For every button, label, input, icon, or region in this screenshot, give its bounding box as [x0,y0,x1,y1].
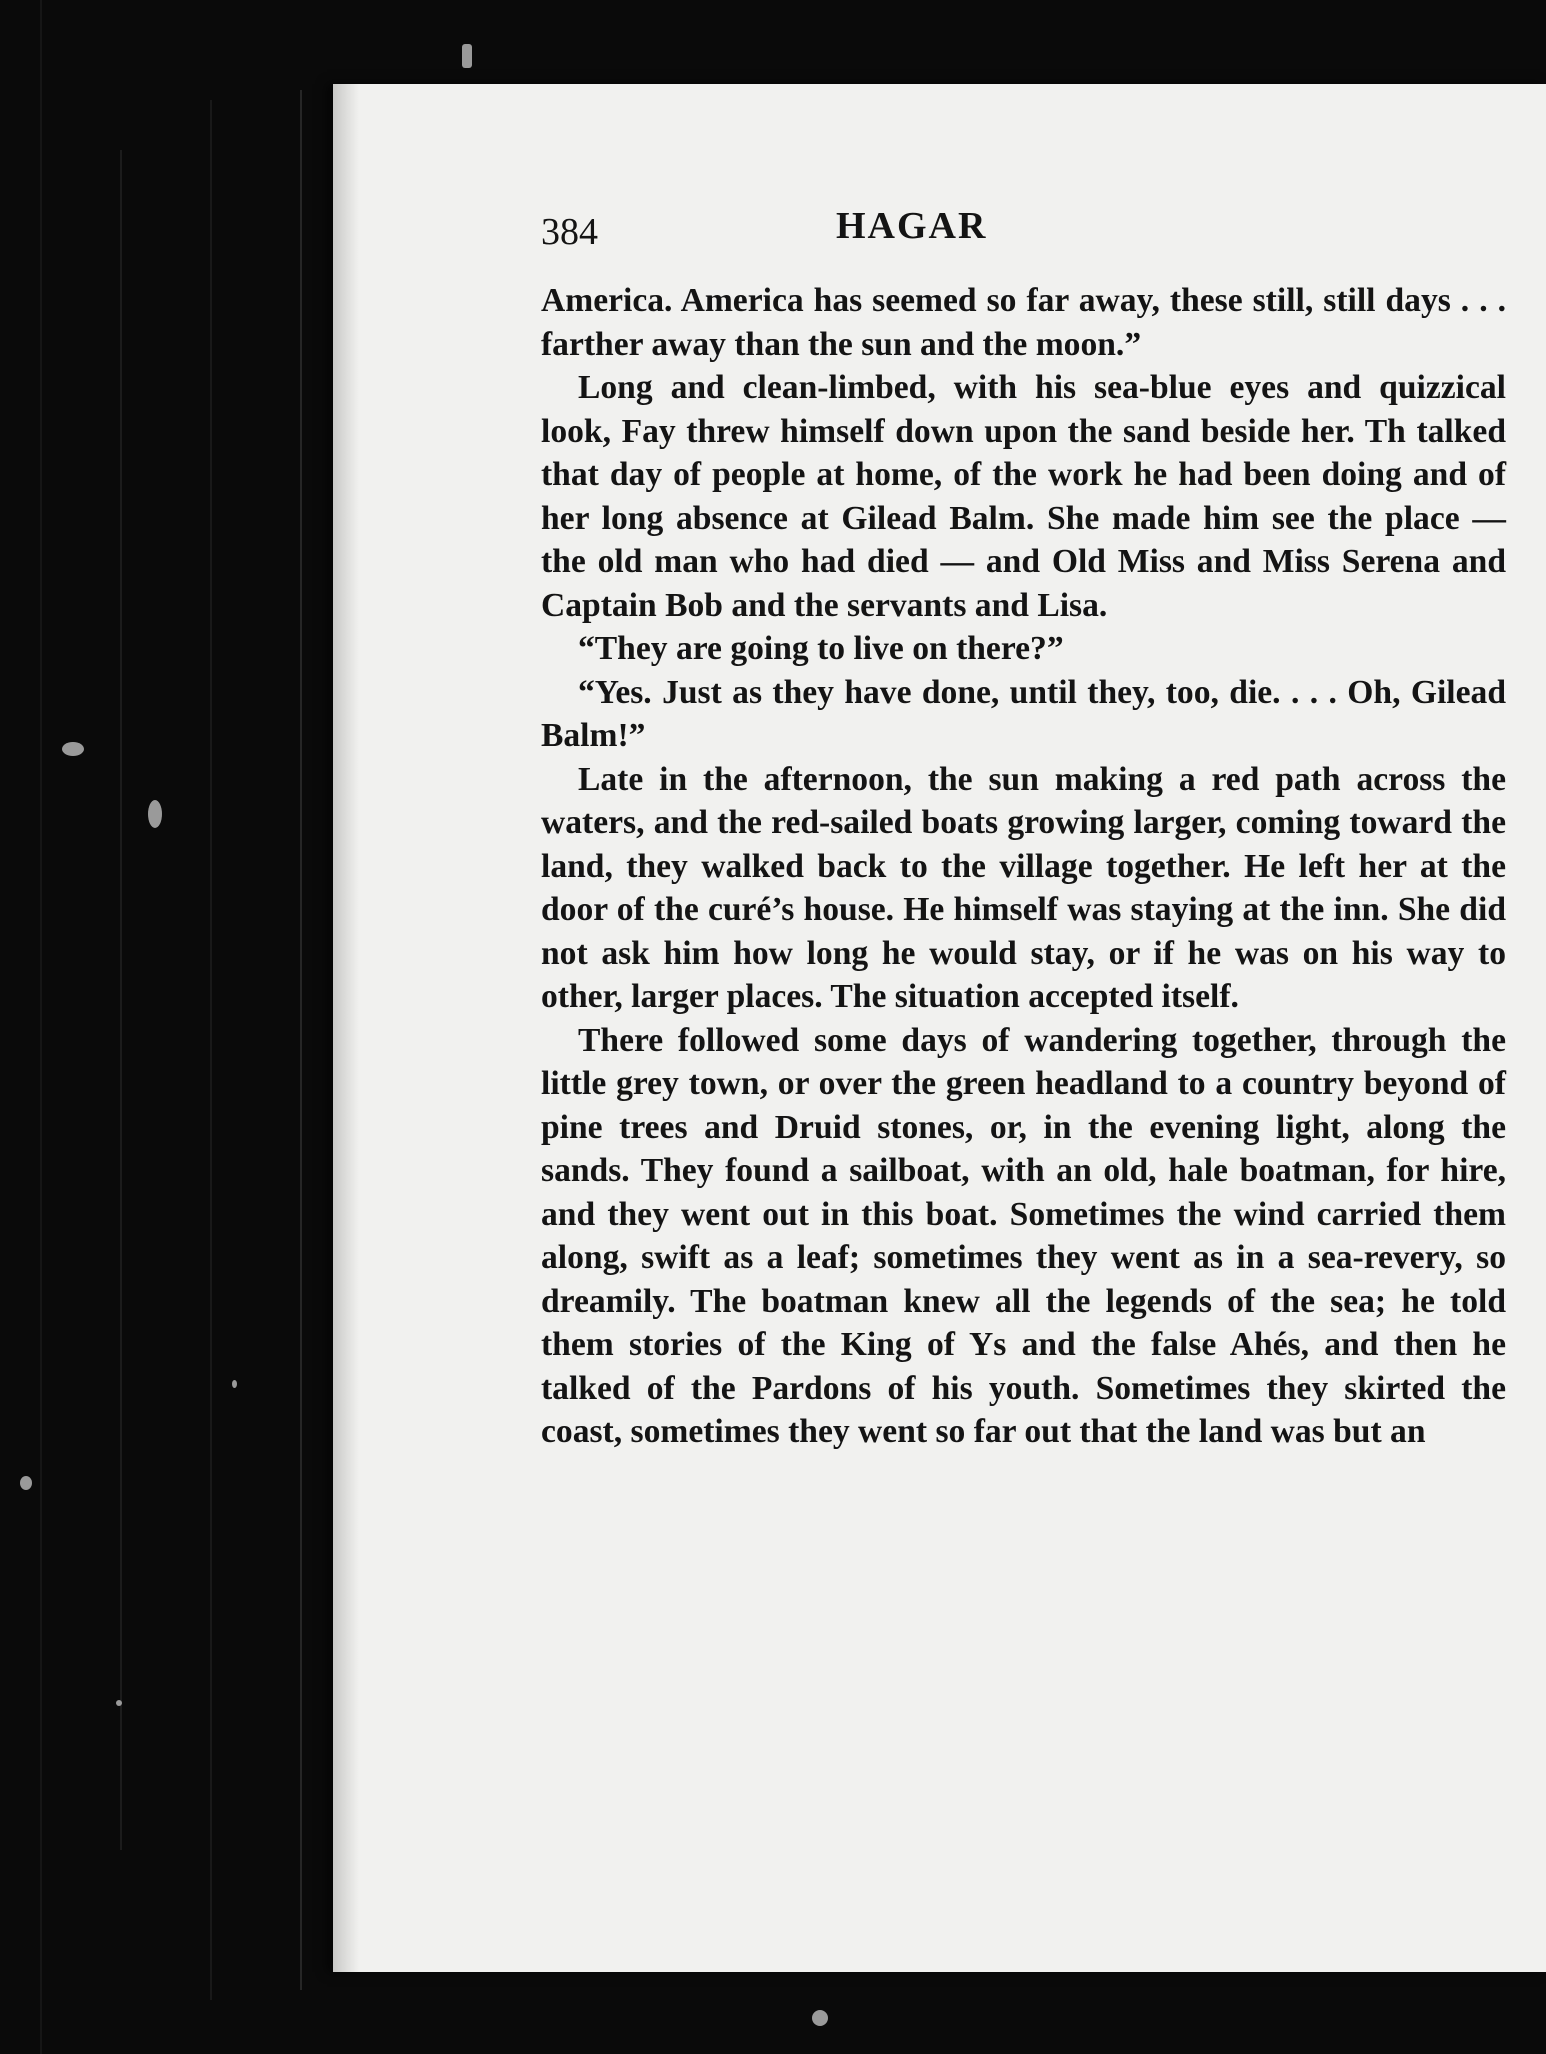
scan-speck [812,2010,828,2026]
paragraph: Long and clean-limbed, with his sea-blue eyes and quizzical look, Fay threw himself down upon the sand beside her. Th talked that day of people at home, of the work he had been doing and of her long absence at Gilead Balm. She made him see the place — the old man who had died — and Old Miss and Miss Serena and Captain Bob and the servants and Lisa. [541,369,1506,624]
scan-speck [232,1380,237,1388]
book-page [333,84,1546,1972]
page-header [541,204,1541,264]
scan-streak [40,0,42,2054]
paragraph: “They are going to live on there?” [578,630,1064,667]
scan-speck [116,1700,122,1706]
running-head: HAGAR [836,205,988,247]
scan-streak [210,100,212,2000]
scan-streak [120,150,122,1850]
scan-speck [62,742,84,756]
body-text [541,279,1506,1454]
paragraph: America. America has seemed so far away, these still, still days . . . farther away than the sun and the moon.” [541,282,1506,363]
scan-speck [148,800,162,828]
scan-speck [462,44,472,68]
scan-speck [20,1476,32,1490]
page-number: 384 [541,211,598,253]
scan-streak [300,90,302,1990]
paragraph: Late in the afternoon, the sun making a red path across the waters, and the red-sailed boats growing larger, coming toward the land, they walked back to the village together. He left her at the door of the curé’s house. He himself was staying at the inn. She did not ask him how long he would stay, or if he was on his way to other, larger places. The situation accepted itself. [541,760,1506,1015]
paragraph: “Yes. Just as they have done, until they, too, die. . . . Oh, Gilead Balm!” [541,673,1506,754]
paragraph: There followed some days of wandering together, through the little grey town, or over the green headland to a country beyond of pine trees and Druid stones, or, in the evening light, along the sands. They found a sailboat, with an old, hale boatman, for hire, and they went out in this boat. Sometimes the wind carried them along, swift as a leaf; sometimes they went as in a sea-revery, so dreamily. The boatman knew all the legends of the sea; he told them stories of the King of Ys and the false Ahés, and then he talked of the Pardons of his youth. Sometimes they skirted the coast, sometimes they went so far out that the land was but an [541,1021,1506,1450]
